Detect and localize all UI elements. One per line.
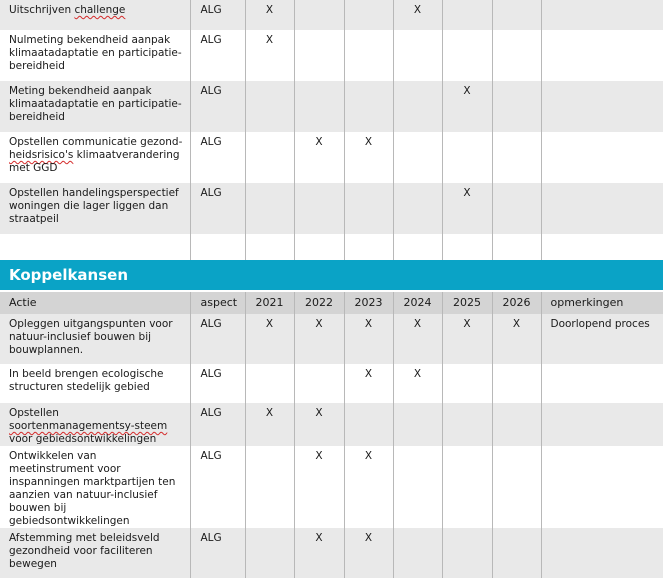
aspect-cell: ALG <box>190 364 245 403</box>
table-header-row <box>0 292 663 314</box>
mark-cell: X <box>393 0 442 30</box>
mark-cell: X <box>294 314 344 364</box>
mark-cell <box>245 183 294 234</box>
mark-cell: X <box>393 364 442 403</box>
mark-cell <box>393 30 442 81</box>
mark-cell: X <box>442 314 492 364</box>
table-row <box>0 30 663 81</box>
mark-cell <box>344 403 393 446</box>
mark-cell <box>442 403 492 446</box>
action-table-koppelkansen <box>0 292 663 578</box>
header-actie: Actie <box>0 292 190 314</box>
mark-cell <box>442 446 492 528</box>
mark-cell <box>344 183 393 234</box>
header-opmerkingen: opmerkingen <box>541 292 663 314</box>
opmerkingen-cell: Doorlopend proces <box>541 314 663 364</box>
header-aspect: aspect <box>190 292 245 314</box>
mark-cell: X <box>393 314 442 364</box>
mark-cell: X <box>442 183 492 234</box>
mark-cell: X <box>294 403 344 446</box>
opmerkingen-cell <box>541 403 663 446</box>
mark-cell <box>245 528 294 578</box>
table-row <box>0 364 663 403</box>
aspect-cell: ALG <box>190 528 245 578</box>
mark-cell: X <box>344 132 393 183</box>
mark-cell <box>393 132 442 183</box>
table-row <box>0 132 663 183</box>
mark-cell <box>442 0 492 30</box>
mark-cell: X <box>492 314 541 364</box>
header-year: 2023 <box>344 292 393 314</box>
mark-cell <box>393 183 442 234</box>
mark-cell <box>344 81 393 132</box>
mark-cell <box>492 446 541 528</box>
mark-cell: X <box>245 30 294 81</box>
mark-cell: X <box>245 0 294 30</box>
mark-cell <box>492 364 541 403</box>
mark-cell <box>294 81 344 132</box>
mark-cell: X <box>344 314 393 364</box>
header-year: 2026 <box>492 292 541 314</box>
mark-cell: X <box>344 364 393 403</box>
mark-cell <box>294 30 344 81</box>
aspect-cell: ALG <box>190 132 245 183</box>
table-row <box>0 403 663 446</box>
actie-cell: Opstellen communicatie gezond-heidsrisico's klimaatverandering met GGD <box>0 132 190 183</box>
mark-cell <box>442 30 492 81</box>
table-row <box>0 81 663 132</box>
mark-cell <box>393 403 442 446</box>
actie-cell: Nulmeting bekendheid aanpak klimaatadaptatie en participatie-bereidheid <box>0 30 190 81</box>
actie-cell: Meting bekendheid aanpak klimaatadaptatie en participatie-bereidheid <box>0 81 190 132</box>
aspect-cell: ALG <box>190 81 245 132</box>
aspect-cell: ALG <box>190 314 245 364</box>
mark-cell <box>245 132 294 183</box>
mark-cell <box>492 0 541 30</box>
mark-cell: X <box>245 314 294 364</box>
mark-cell <box>245 446 294 528</box>
mark-cell <box>344 0 393 30</box>
opmerkingen-cell <box>541 183 663 234</box>
mark-cell <box>442 132 492 183</box>
mark-cell <box>492 528 541 578</box>
action-table-top <box>0 0 663 260</box>
aspect-cell: ALG <box>190 30 245 81</box>
actie-cell: Opstellen soortenmanagementsy-steem voor gebiedsontwikkelingen <box>0 403 190 446</box>
table-row <box>0 528 663 578</box>
mark-cell <box>245 364 294 403</box>
opmerkingen-cell <box>541 81 663 132</box>
mark-cell <box>393 446 442 528</box>
table-row <box>0 314 663 364</box>
mark-cell: X <box>245 403 294 446</box>
header-year: 2022 <box>294 292 344 314</box>
mark-cell <box>393 528 442 578</box>
mark-cell: X <box>344 446 393 528</box>
opmerkingen-cell <box>541 446 663 528</box>
mark-cell: X <box>344 528 393 578</box>
mark-cell <box>393 81 442 132</box>
actie-cell: In beeld brengen ecologische structuren stedelijk gebied <box>0 364 190 403</box>
mark-cell <box>492 30 541 81</box>
mark-cell: X <box>294 132 344 183</box>
mark-cell <box>442 364 492 403</box>
mark-cell <box>442 528 492 578</box>
opmerkingen-cell <box>541 30 663 81</box>
mark-cell <box>492 81 541 132</box>
mark-cell <box>294 0 344 30</box>
aspect-cell: ALG <box>190 0 245 30</box>
section-title-koppelkansen: Koppelkansen <box>0 260 663 290</box>
opmerkingen-cell <box>541 364 663 403</box>
actie-cell: Opstellen handelingsperspectief woningen die lager liggen dan straatpeil <box>0 183 190 234</box>
mark-cell <box>294 183 344 234</box>
actie-cell: Opleggen uitgangspunten voor natuur-inclusief bouwen bij bouwplannen. <box>0 314 190 364</box>
aspect-cell: ALG <box>190 446 245 528</box>
mark-cell: X <box>294 446 344 528</box>
table-row <box>0 446 663 528</box>
aspect-cell: ALG <box>190 183 245 234</box>
mark-cell <box>492 403 541 446</box>
mark-cell <box>245 81 294 132</box>
aspect-cell: ALG <box>190 403 245 446</box>
mark-cell <box>294 364 344 403</box>
opmerkingen-cell <box>541 0 663 30</box>
mark-cell <box>344 30 393 81</box>
table-row <box>0 0 663 30</box>
opmerkingen-cell <box>541 528 663 578</box>
header-year: 2024 <box>393 292 442 314</box>
header-year: 2025 <box>442 292 492 314</box>
spacer-row <box>0 234 663 260</box>
mark-cell: X <box>294 528 344 578</box>
actie-cell: Ontwikkelen van meetinstrument voor inspanningen marktpartijen ten aanzien van natuur-inclusief bouwen bij gebiedsontwikkelingen <box>0 446 190 528</box>
header-year: 2021 <box>245 292 294 314</box>
table-row <box>0 183 663 234</box>
actie-cell: Afstemming met beleidsveld gezondheid voor faciliteren bewegen <box>0 528 190 578</box>
opmerkingen-cell <box>541 132 663 183</box>
actie-cell: Uitschrijven challenge <box>0 0 190 30</box>
mark-cell <box>492 183 541 234</box>
mark-cell <box>492 132 541 183</box>
mark-cell: X <box>442 81 492 132</box>
